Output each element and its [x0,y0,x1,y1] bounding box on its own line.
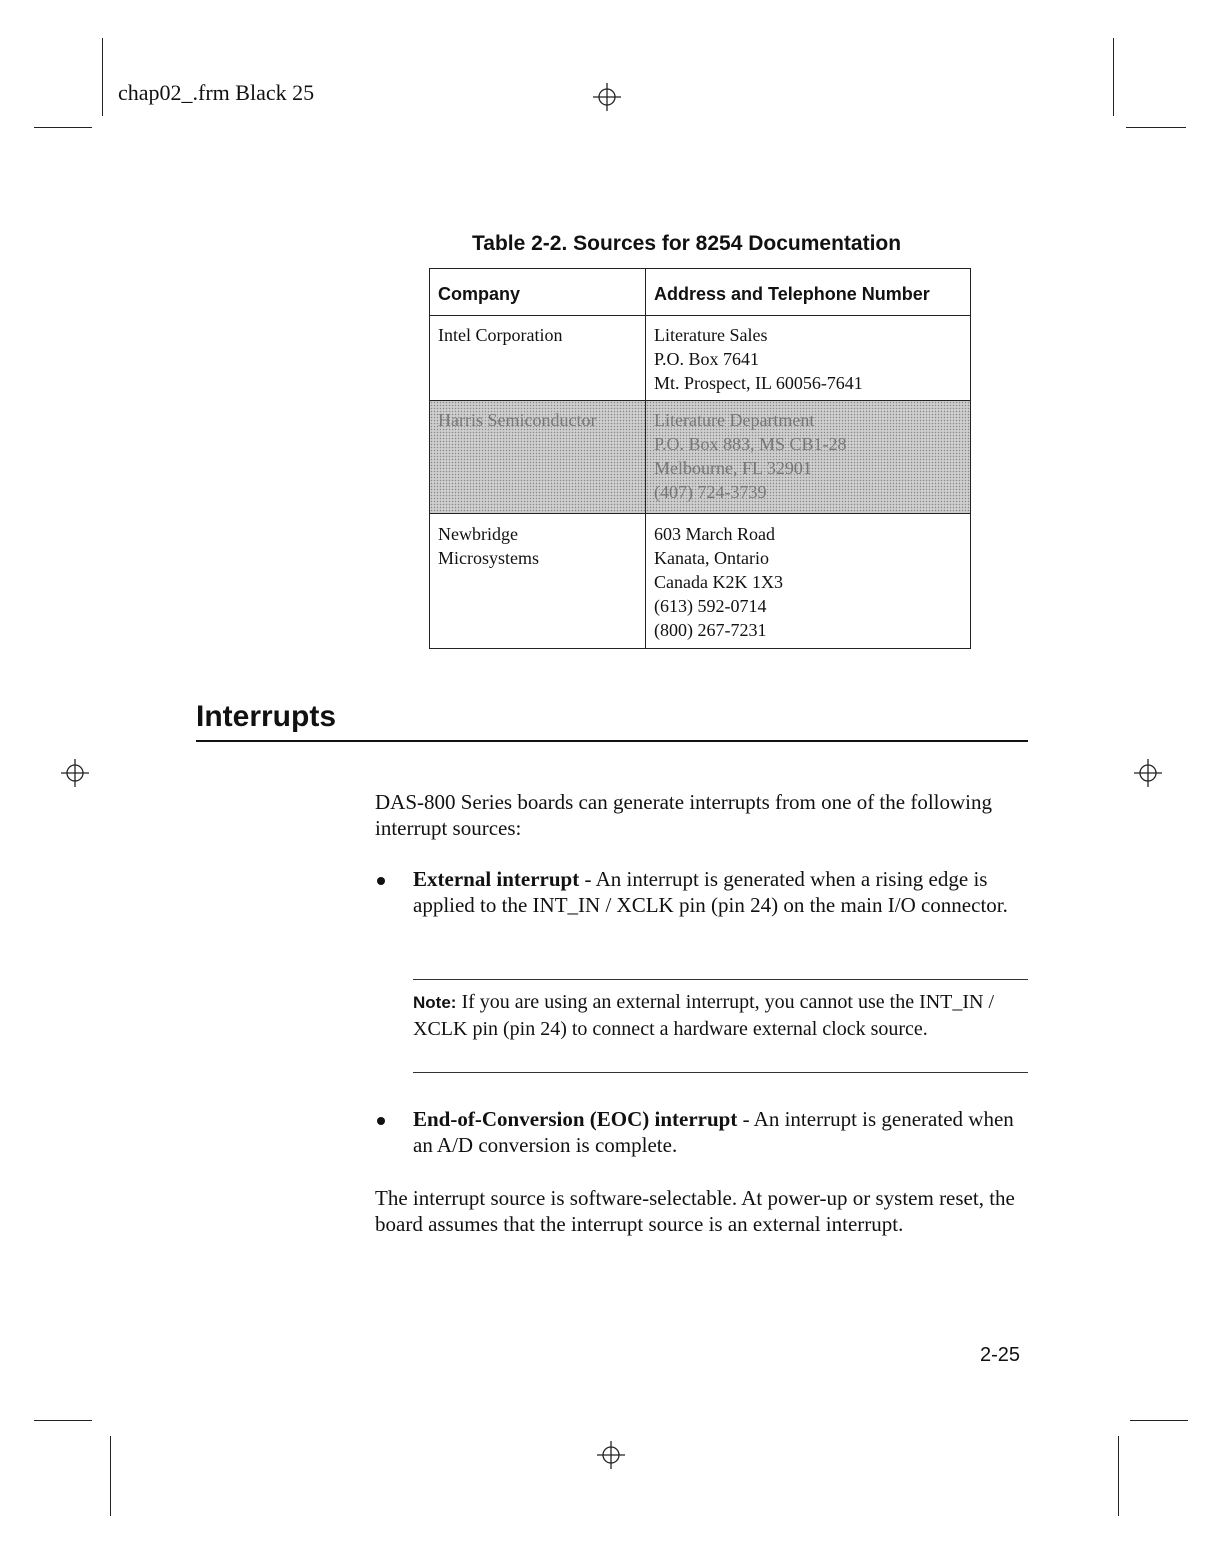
documentation-table [429,268,971,649]
table-row-intel [430,315,970,400]
crop-mark-bottom-right-h [1130,1420,1188,1421]
address-line: Mt. Prospect, IL 60056-7641 [654,373,863,393]
note-rule-bottom [413,1072,1028,1073]
company-cell [430,514,646,648]
column-header-company: Company [430,269,646,315]
closing-paragraph: The interrupt source is software-selectable. At power-up or system reset, the board assumes that the interrupt source is an external interrupt. [375,1186,1015,1236]
bullet-term: External interrupt [413,867,580,891]
address-line: P.O. Box 883, MS CB1-28 [654,434,847,454]
header-slug: chap02_.frm Black 25 [118,80,315,105]
address-line: Literature Department [654,410,815,430]
address-line: (613) 592-0714 [654,596,767,616]
company-line: Newbridge [438,524,518,544]
crop-mark-bottom-left-v [110,1436,111,1516]
crop-mark-bottom-right-v [1118,1436,1119,1516]
bullet-eoc-interrupt [413,1106,1033,1158]
address-cell [646,401,970,513]
note-label: Note: [413,993,457,1012]
bullet-term: End-of-Conversion (EOC) interrupt [413,1107,738,1131]
company-cell [430,401,646,513]
company-cell [430,316,646,400]
address-line: Kanata, Ontario [654,548,769,568]
address-line: 603 March Road [654,524,775,544]
table-header-row [430,269,970,315]
address-cell [646,514,970,648]
crop-mark-bottom-left-h [34,1420,92,1421]
address-line: (800) 267-7231 [654,620,767,640]
crop-mark-top-right-v [1113,38,1114,116]
registration-mark-right [1133,758,1163,788]
section-rule [196,740,1028,742]
table-title: Table 2-2. Sources for 8254 Documentation [472,232,902,255]
registration-mark-bottom [596,1440,626,1470]
company-line: Harris Semiconductor [438,410,597,430]
table-row-newbridge [430,513,970,648]
bullet-marker [377,877,385,885]
note-text: If you are using an external interrupt, you cannot use the INT_IN / XCLK pin (pin 24) to connect a hardware external clock source. [413,991,995,1040]
address-line: P.O. Box 7641 [654,349,760,369]
company-line: Microsystems [438,548,539,568]
registration-mark-top [592,82,622,112]
address-line: Literature Sales [654,325,768,345]
crop-mark-top-right-h [1126,127,1186,128]
bullet-external-interrupt [413,866,1053,918]
address-line: (407) 724-3739 [654,482,767,502]
bullet-marker [377,1117,385,1125]
note-rule-top [413,979,1028,980]
note-paragraph [413,989,1028,1042]
column-header-address: Address and Telephone Number [654,284,930,304]
registration-mark-left [60,758,90,788]
crop-mark-top-left-v [102,38,103,116]
address-line: Melbourne, FL 32901 [654,458,812,478]
bullet-text: - An interrupt is generated when an A/D conversion is complete. [413,1107,1014,1157]
page-number: 2-25 [980,1344,1021,1366]
table-row-harris [430,400,970,513]
section-title: Interrupts [196,700,337,733]
address-cell [646,316,970,400]
crop-mark-top-left-h [34,127,92,128]
address-line: Canada K2K 1X3 [654,572,783,592]
company-line: Intel Corporation [438,325,563,345]
intro-paragraph: DAS-800 Series boards can generate interrupts from one of the following interrupt sources: [375,790,992,840]
bullet-text: - An interrupt is generated when a rising edge is applied to the INT_IN / XCLK pin (pin 24) on the main I/O connector. [413,867,1008,917]
